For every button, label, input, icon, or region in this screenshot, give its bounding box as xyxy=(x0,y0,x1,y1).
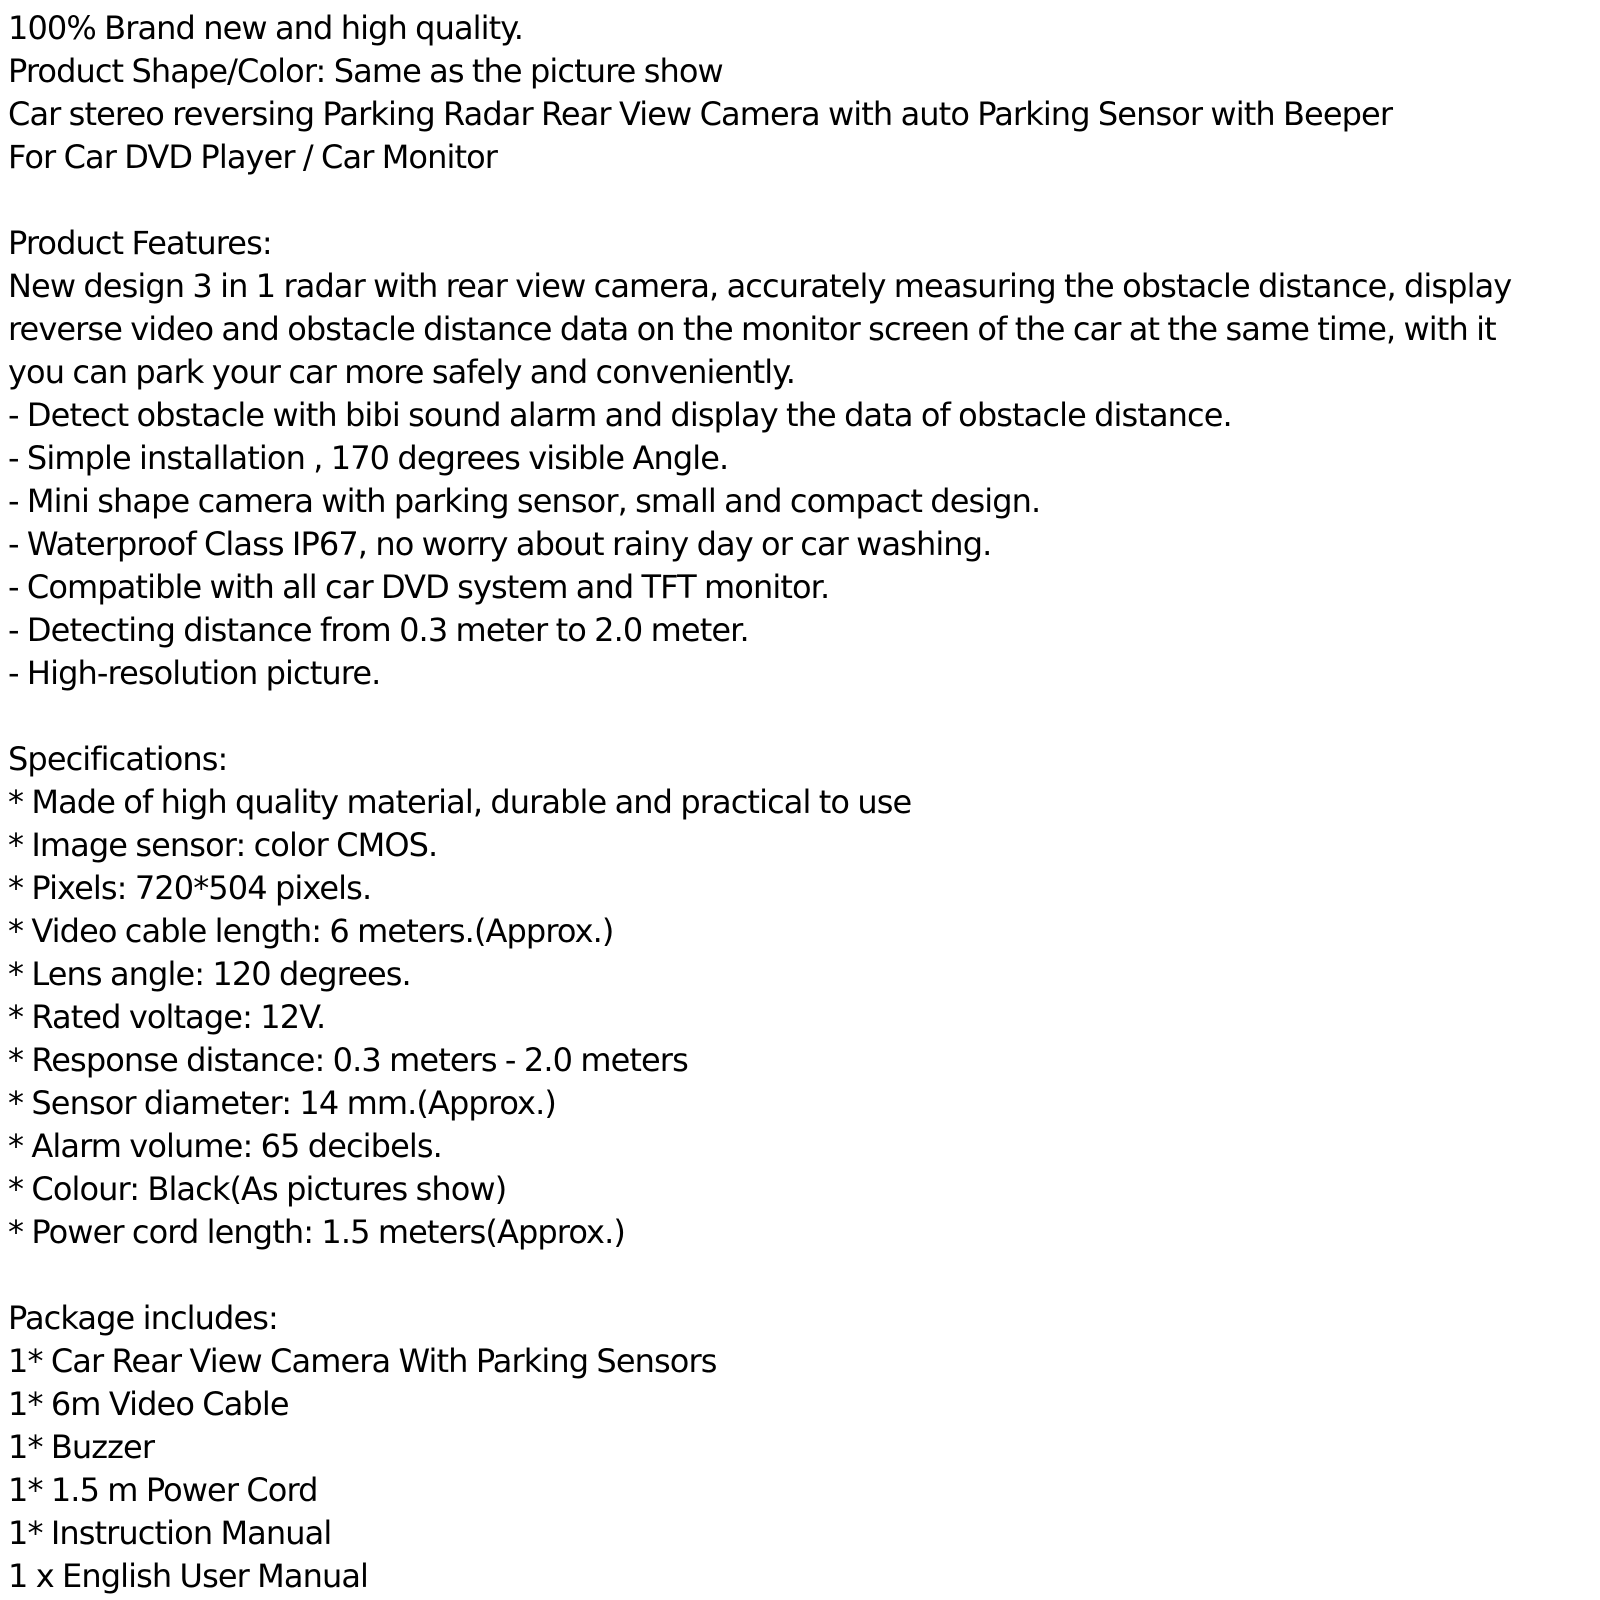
feature-item: - Mini shape camera with parking sensor, small and compact design. xyxy=(8,482,1041,520)
intro-line: Car stereo reversing Parking Radar Rear View Camera with auto Parking Sensor with Beeper xyxy=(8,95,1393,133)
intro-line: For Car DVD Player / Car Monitor xyxy=(8,138,498,176)
spec-item: * Alarm volume: 65 decibels. xyxy=(8,1127,442,1165)
intro-section xyxy=(8,7,1588,179)
spec-item: * Pixels: 720*504 pixels. xyxy=(8,869,372,907)
spec-item: * Power cord length: 1.5 meters(Approx.) xyxy=(8,1213,625,1251)
spec-item: * Video cable length: 6 meters.(Approx.) xyxy=(8,912,614,950)
specifications-section xyxy=(8,738,1588,1254)
package-item: 1* 6m Video Cable xyxy=(8,1385,289,1423)
package-item: 1* Instruction Manual xyxy=(8,1514,332,1552)
spec-item: * Rated voltage: 12V. xyxy=(8,998,326,1036)
spec-item: * Sensor diameter: 14 mm.(Approx.) xyxy=(8,1084,556,1122)
spec-item: * Lens angle: 120 degrees. xyxy=(8,955,411,993)
features-heading: Product Features: xyxy=(8,224,272,262)
package-item: 1* Car Rear View Camera With Parking Sensors xyxy=(8,1342,717,1380)
spec-item: * Image sensor: color CMOS. xyxy=(8,826,438,864)
feature-item: - Detecting distance from 0.3 meter to 2.0 meter. xyxy=(8,611,749,649)
features-description-line: reverse video and obstacle distance data on the monitor screen of the car at the same time, with it xyxy=(8,310,1496,348)
package-item: 1* 1.5 m Power Cord xyxy=(8,1471,318,1509)
feature-item: - Waterproof Class IP67, no worry about rainy day or car washing. xyxy=(8,525,992,563)
feature-item: - Detect obstacle with bibi sound alarm and display the data of obstacle distance. xyxy=(8,396,1232,434)
spec-item: * Made of high quality material, durable and practical to use xyxy=(8,783,912,821)
package-section xyxy=(8,1297,1588,1598)
intro-line: Product Shape/Color: Same as the picture show xyxy=(8,52,723,90)
feature-item: - High-resolution picture. xyxy=(8,654,381,692)
section-spacer xyxy=(8,179,1588,222)
features-description-line: New design 3 in 1 radar with rear view camera, accurately measuring the obstacle distance, display xyxy=(8,267,1512,305)
product-description-document xyxy=(8,7,1588,1598)
specifications-heading: Specifications: xyxy=(8,740,228,778)
section-spacer xyxy=(8,695,1588,738)
spec-item: * Response distance: 0.3 meters - 2.0 meters xyxy=(8,1041,688,1079)
features-description-line: you can park your car more safely and conveniently. xyxy=(8,353,796,391)
features-section xyxy=(8,222,1588,695)
spec-item: * Colour: Black(As pictures show) xyxy=(8,1170,507,1208)
package-item: 1* Buzzer xyxy=(8,1428,155,1466)
intro-line: 100% Brand new and high quality. xyxy=(8,9,524,47)
feature-item: - Compatible with all car DVD system and TFT monitor. xyxy=(8,568,830,606)
package-item: 1 x English User Manual xyxy=(8,1557,369,1595)
section-spacer xyxy=(8,1254,1588,1297)
feature-item: - Simple installation , 170 degrees visible Angle. xyxy=(8,439,729,477)
package-heading: Package includes: xyxy=(8,1299,278,1337)
